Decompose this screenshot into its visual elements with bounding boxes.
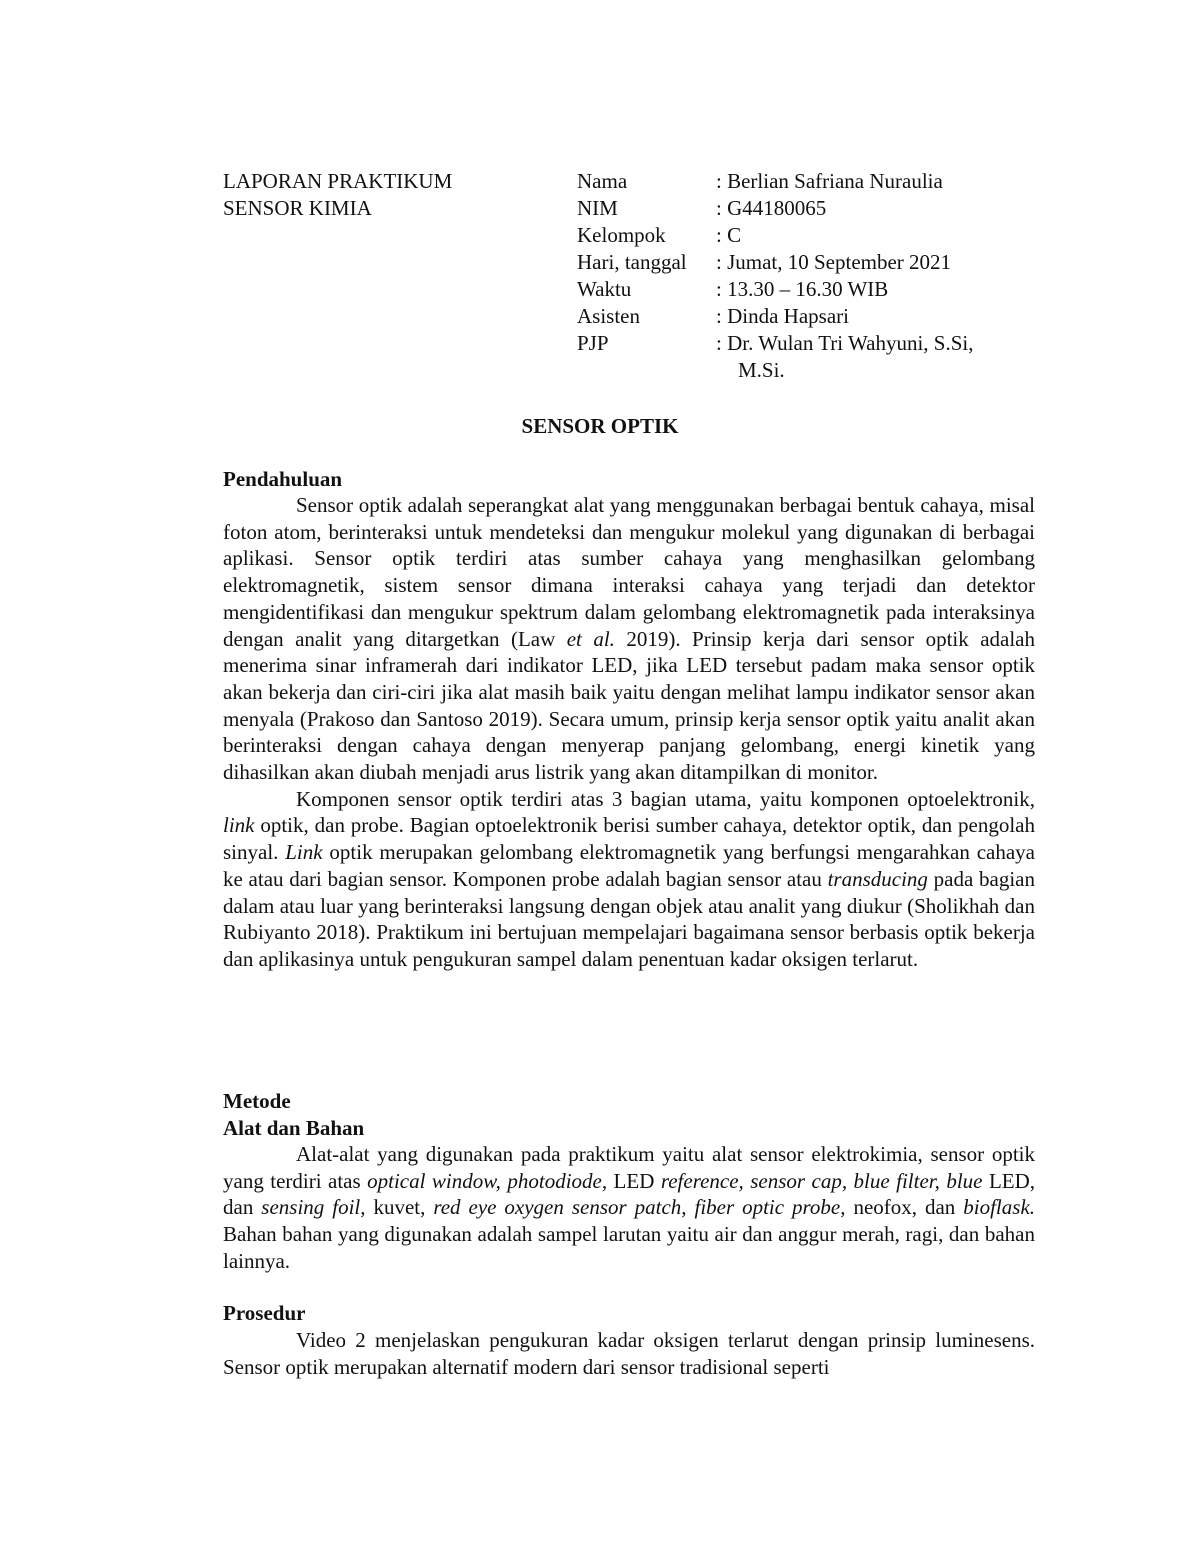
pendahuluan-body [223, 492, 1035, 973]
identity-row-hari-tanggal [577, 249, 1026, 276]
identity-value: : G44180065 [716, 196, 827, 220]
section-heading-prosedur: Prosedur [223, 1301, 306, 1325]
identity-value: : Berlian Safriana Nuraulia [716, 169, 943, 193]
identity-label: Nama [577, 169, 628, 193]
identity-row-pjp [577, 330, 1026, 357]
identity-value: : Dinda Hapsari [716, 304, 849, 328]
identity-value: : Dr. Wulan Tri Wahyuni, S.Si, [716, 331, 974, 355]
paragraph: Video 2 menjelaskan pengukuran kadar oksigen terlarut dengan prinsip luminesens. Sensor optik merupakan alternatif modern dari sensor tradisional seperti [223, 1328, 1035, 1379]
paragraph: Sensor optik adalah seperangkat alat yang menggunakan berbagai bentuk cahaya, misal foton atom, berinteraksi untuk mendeteksi dan mengukur molekul yang digunakan di berbagai aplikasi. Sensor optik terdiri atas sumber cahaya yang menghasilkan gelombang elektromagnetik, sistem sensor dimana interaksi cahaya yang terjadi dan detektor mengidentifikasi dan mengukur spektrum dalam gelombang elektromagnetik pada interaksinya dengan analit yang ditargetkan (Law et al. 2019). Prinsip kerja dari sensor optik adalah menerima sinar inframerah dari indikator LED, jika LED tersebut padam maka sensor optik akan bekerja dan ciri-ciri jika alat masih baik yaitu dengan melihat lampu indikator sensor akan menyala (Prakoso dan Santoso 2019). Secara umum, prinsip kerja sensor optik yaitu analit akan berinteraksi dengan cahaya dengan menyerap panjang gelombang, energi kinetik yang dihasilkan akan diubah menjadi arus listrik yang akan ditampilkan di monitor. [223, 493, 1036, 785]
identity-row-nama [577, 168, 1026, 195]
subsection-heading-alat-bahan: Alat dan Bahan [223, 1116, 365, 1140]
identity-label: Kelompok [577, 223, 666, 247]
identity-row-waktu [577, 276, 1026, 303]
report-header-left [223, 168, 452, 222]
identity-row-nim [577, 195, 1026, 222]
identity-label: Asisten [577, 304, 640, 328]
identity-label: Waktu [577, 277, 632, 301]
section-heading-pendahuluan: Pendahuluan [223, 467, 343, 491]
prosedur-body [223, 1327, 1035, 1380]
identity-value: : C [716, 223, 742, 247]
identity-label: PJP [577, 331, 609, 355]
identity-table [577, 168, 1026, 384]
paragraph: Komponen sensor optik terdiri atas 3 bagian utama, yaitu komponen optoelektronik, link optik, dan probe. Bagian optoelektronik berisi sumber cahaya, detektor optik, dan pengolah sinyal. Link optik merupakan gelombang elektromagnetik yang berfungsi mengarahkan cahaya ke atau dari bagian sensor. Komponen probe adalah bagian sensor atau transducing pada bagian dalam atau luar yang berinteraksi langsung dengan objek atau analit yang diukur (Sholikhah dan Rubiyanto 2018). Praktikum ini bertujuan mempelajari bagaimana sensor berbasis optik bekerja dan aplikasinya untuk pengukuran sampel dalam penentuan kadar oksigen terlarut. [223, 786, 1035, 971]
course-name: SENSOR KIMIA [223, 196, 372, 220]
alat-bahan-body [223, 1141, 1035, 1275]
identity-value: : 13.30 – 16.30 WIB [716, 277, 889, 301]
document-title: SENSOR OPTIK [521, 414, 679, 438]
identity-row-asisten [577, 303, 1026, 330]
report-type: LAPORAN PRAKTIKUM [223, 169, 453, 193]
identity-label: NIM [577, 196, 618, 220]
identity-label: Hari, tanggal [577, 250, 687, 274]
paragraph: Alat-alat yang digunakan pada praktikum yaitu alat sensor elektrokimia, sensor optik yang terdiri atas optical window, photodiode, LED reference, sensor cap, blue filter, blue LED, dan sensing foil, kuvet, red eye oxygen sensor patch, fiber optic probe, neofox, dan bioflask. Bahan bahan yang digunakan adalah sampel larutan yaitu air dan anggur merah, ragi, dan bahan lainnya. [223, 1142, 1036, 1273]
identity-value-continuation: M.Si. [738, 358, 785, 382]
identity-value: : Jumat, 10 September 2021 [716, 250, 952, 274]
section-heading-metode: Metode [223, 1089, 291, 1113]
identity-row-kelompok [577, 222, 1026, 249]
